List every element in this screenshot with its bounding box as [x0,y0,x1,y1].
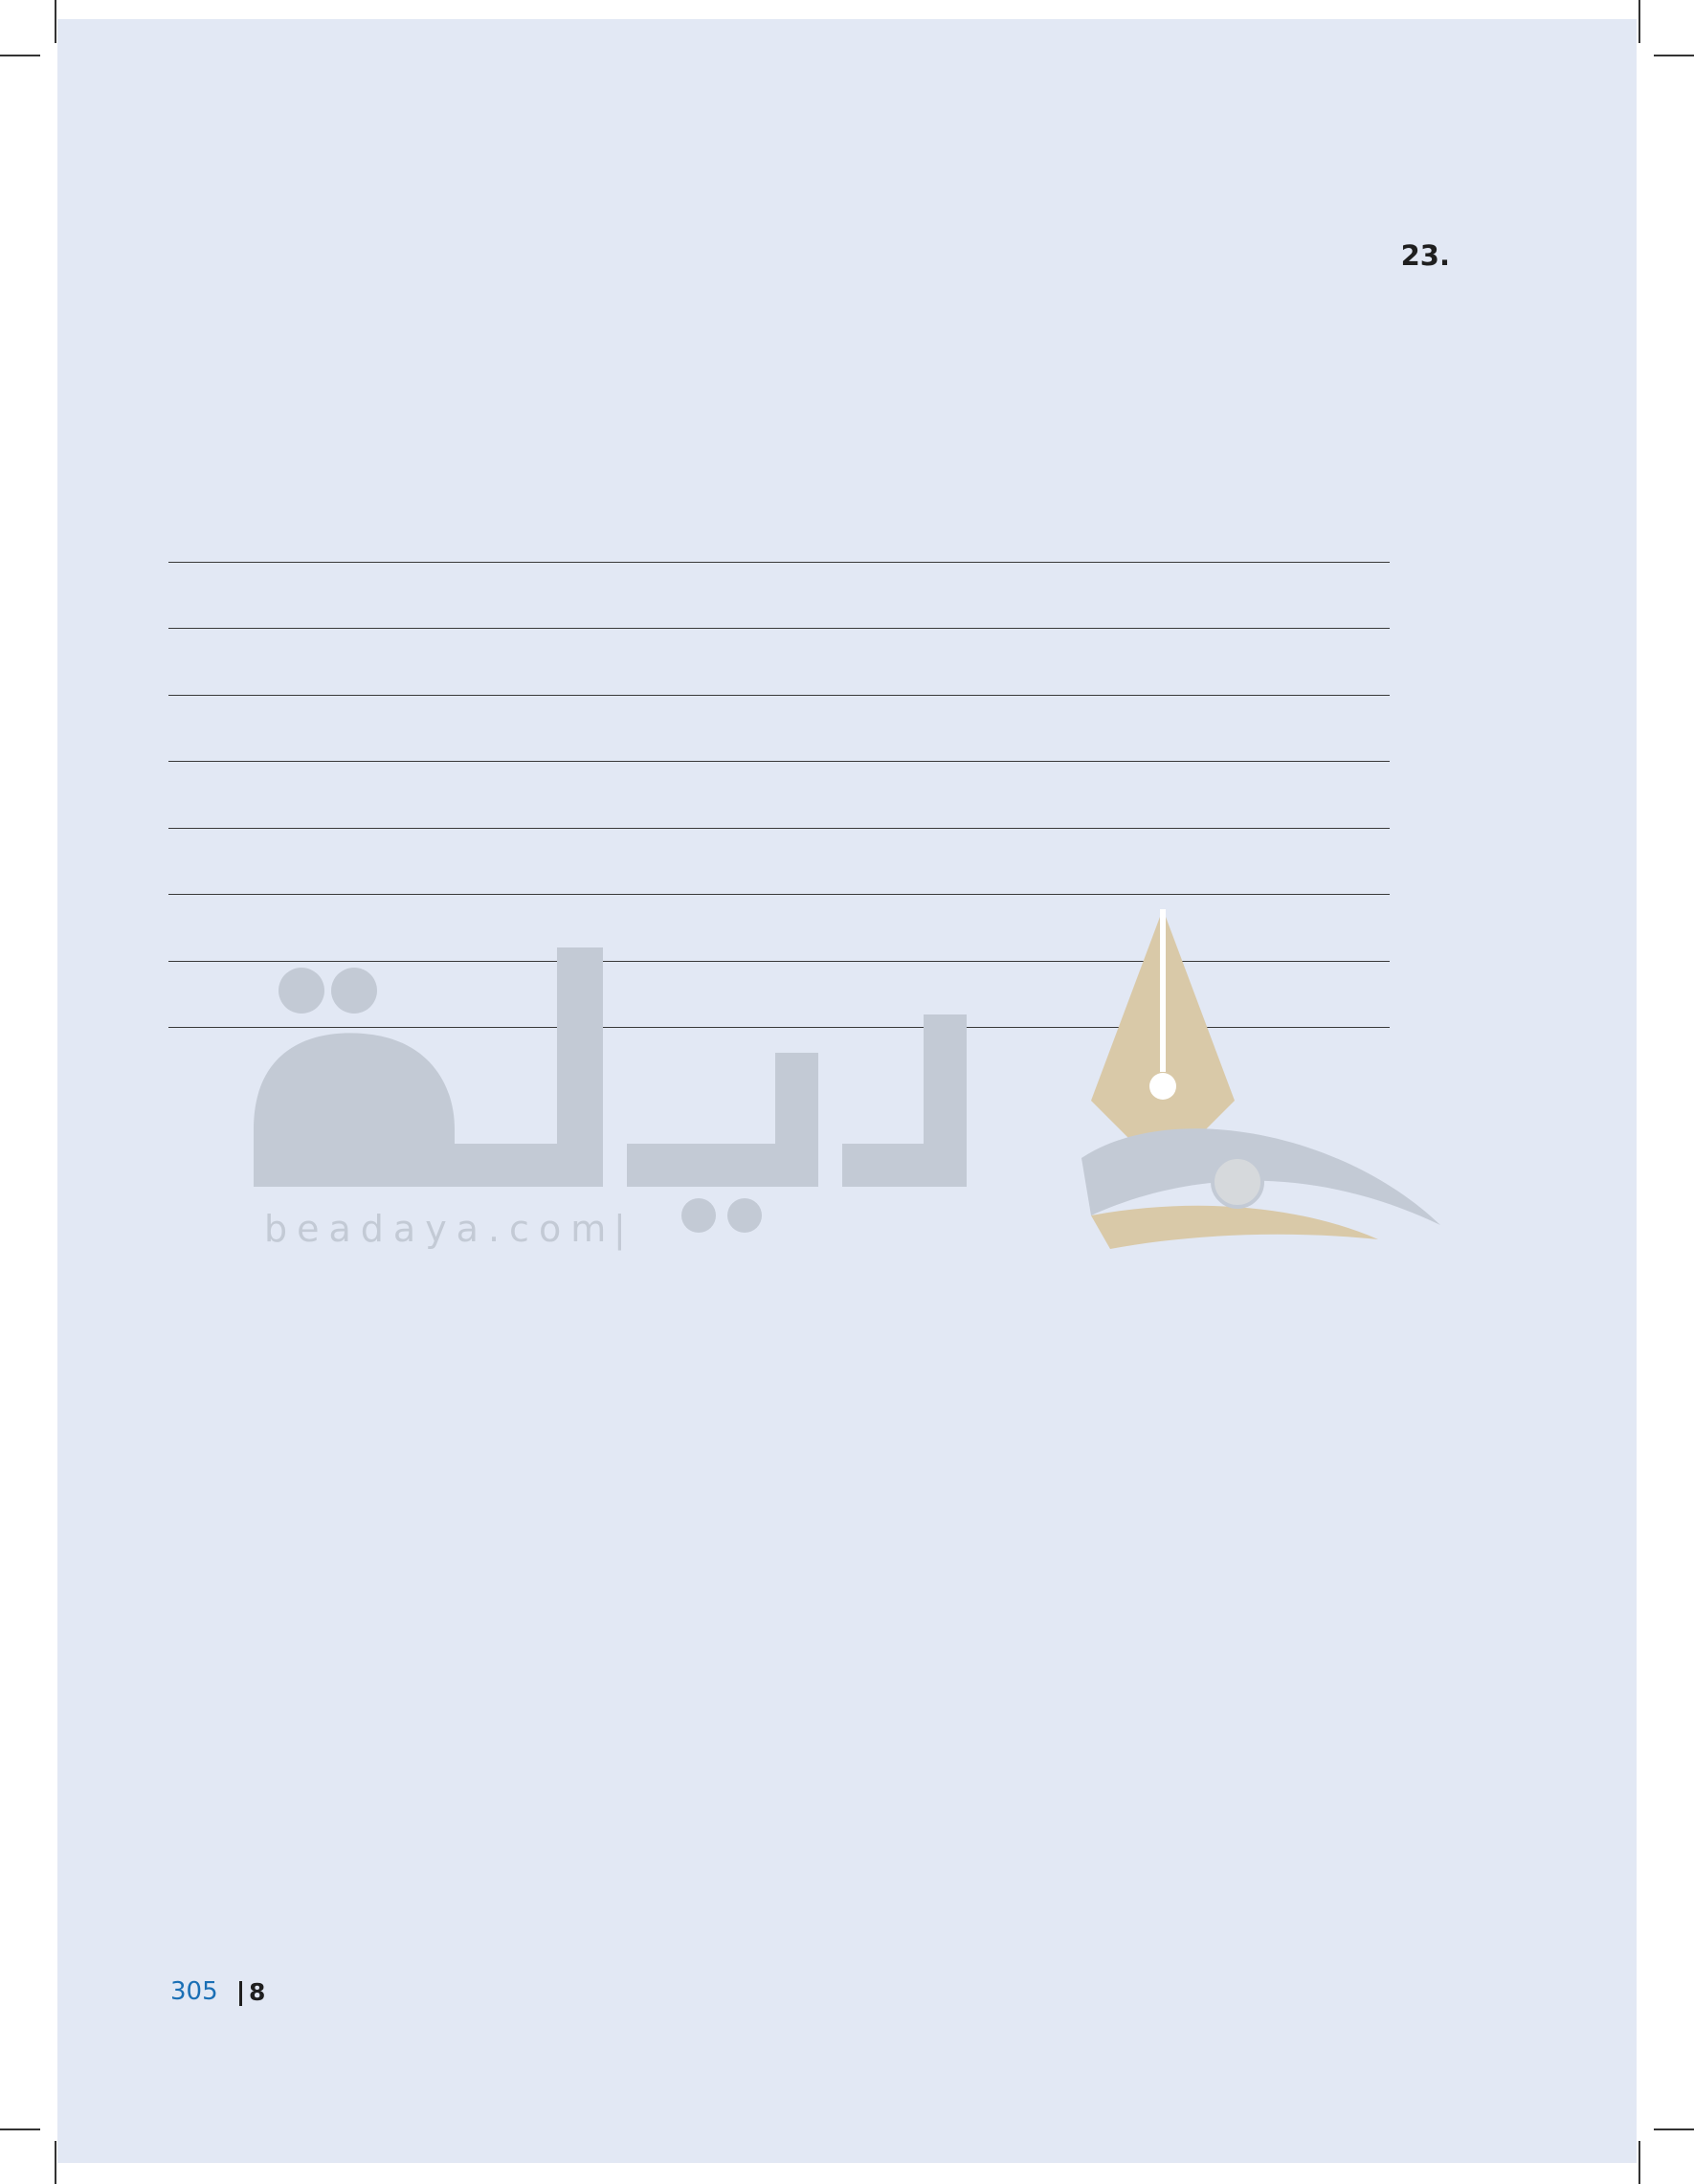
watermark-letters [254,947,967,1233]
crop-mark [55,0,56,43]
watermark-site: beadaya.com [264,1208,616,1250]
answer-line[interactable] [168,762,1390,829]
question-number: 23. [1400,239,1450,272]
crop-mark [1638,0,1640,43]
answer-line[interactable] [168,563,1390,630]
crop-mark [0,2128,40,2130]
crop-mark [1654,2128,1694,2130]
answer-line[interactable] [168,496,1390,563]
watermark-separator: | [613,1208,626,1250]
answer-line[interactable] [168,696,1390,763]
footer-divider [239,1981,242,2006]
watermark-logo [249,909,1445,1254]
crop-mark [1638,2141,1640,2184]
wave-icon [1081,1128,1440,1249]
page-number: 305 [170,1977,218,2006]
pen-nib-icon [1091,909,1235,1148]
answer-line[interactable] [168,629,1390,696]
answer-line[interactable] [168,829,1390,896]
crop-mark [1654,55,1694,56]
crop-mark [55,2141,56,2184]
chapter-number: 8 [249,1978,266,2006]
crop-mark [0,55,40,56]
